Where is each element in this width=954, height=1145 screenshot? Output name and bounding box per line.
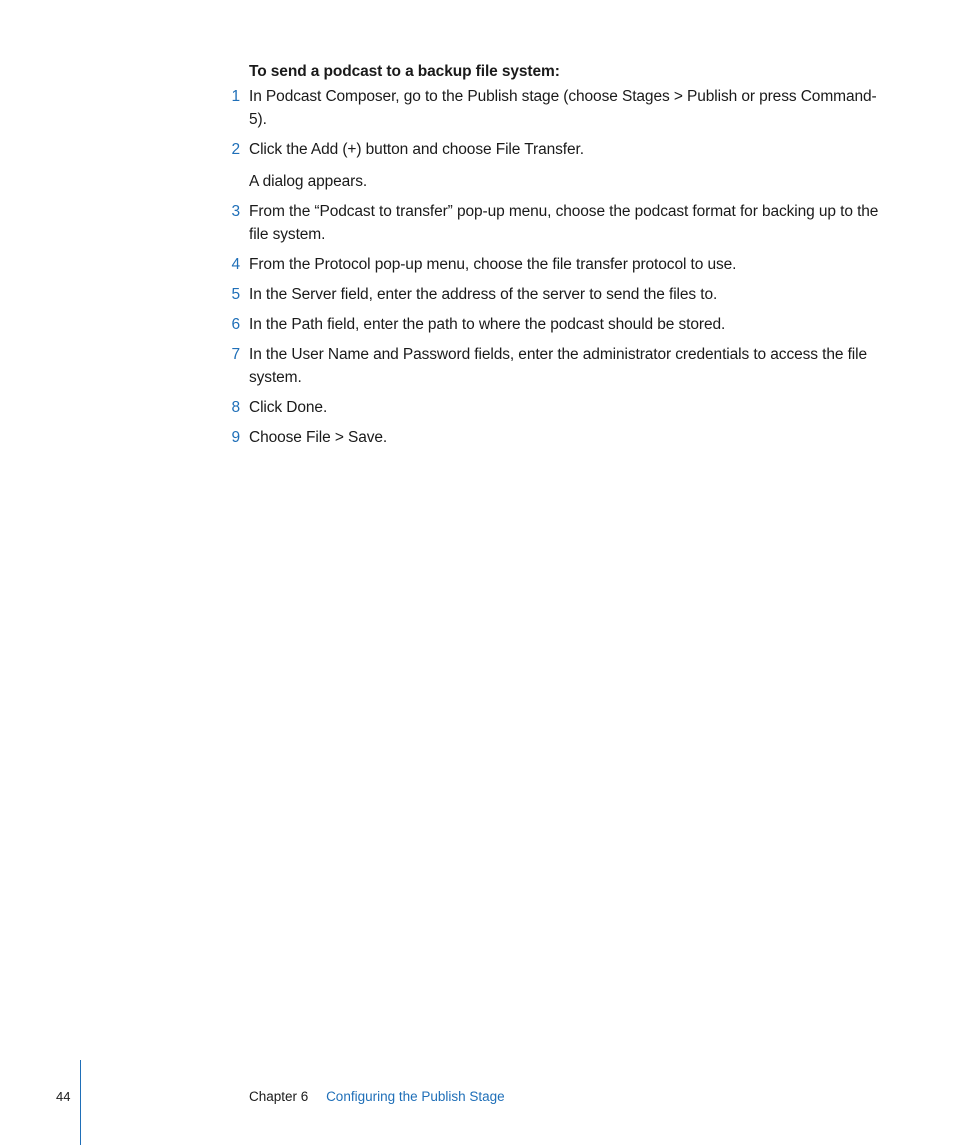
step-number: 3 [231, 203, 240, 220]
chapter-label: Chapter 6 [249, 1089, 309, 1104]
chapter-title: Configuring the Publish Stage [326, 1089, 505, 1104]
footer-divider [80, 1060, 81, 1145]
step-text: In the Server field, enter the address of the server to send the files to. [249, 286, 718, 303]
step-text: From the “Podcast to transfer” pop-up menu, choose the podcast format for backing up to the file system. [249, 203, 879, 243]
step-text: In the Path field, enter the path to where the podcast should be stored. [249, 316, 726, 333]
step-number: 6 [231, 316, 240, 333]
step-2 [231, 138, 879, 161]
step-6 [231, 313, 879, 336]
step-number: 4 [231, 256, 240, 273]
step-number: 7 [231, 346, 240, 363]
task-heading: To send a podcast to a backup file system: [249, 63, 560, 80]
step-result-text: A dialog appears. [249, 173, 368, 190]
step-list [231, 85, 879, 161]
step-8 [231, 396, 879, 419]
step-number: 2 [231, 141, 240, 158]
step-text: In Podcast Composer, go to the Publish stage (choose Stages > Publish or press Command-5). [249, 88, 877, 128]
step-4 [231, 253, 879, 276]
step-1 [231, 85, 879, 131]
footer-chapter [249, 1088, 505, 1106]
page-number: 44 [56, 1089, 71, 1104]
step-text: Click Done. [249, 399, 328, 416]
step-list-continued [231, 200, 879, 449]
step-text: Click the Add (+) button and choose File Transfer. [249, 141, 584, 158]
step-5 [231, 283, 879, 306]
step-number: 8 [231, 399, 240, 416]
document-body [231, 60, 879, 456]
step-number: 5 [231, 286, 240, 303]
step-text: In the User Name and Password fields, enter the administrator credentials to access the file system. [249, 346, 867, 386]
step-9 [231, 426, 879, 449]
step-7 [231, 343, 879, 389]
step-text: Choose File > Save. [249, 429, 388, 446]
step-number: 9 [231, 429, 240, 446]
step-number: 1 [231, 88, 240, 105]
step-text: From the Protocol pop-up menu, choose the file transfer protocol to use. [249, 256, 737, 273]
step-3 [231, 200, 879, 246]
